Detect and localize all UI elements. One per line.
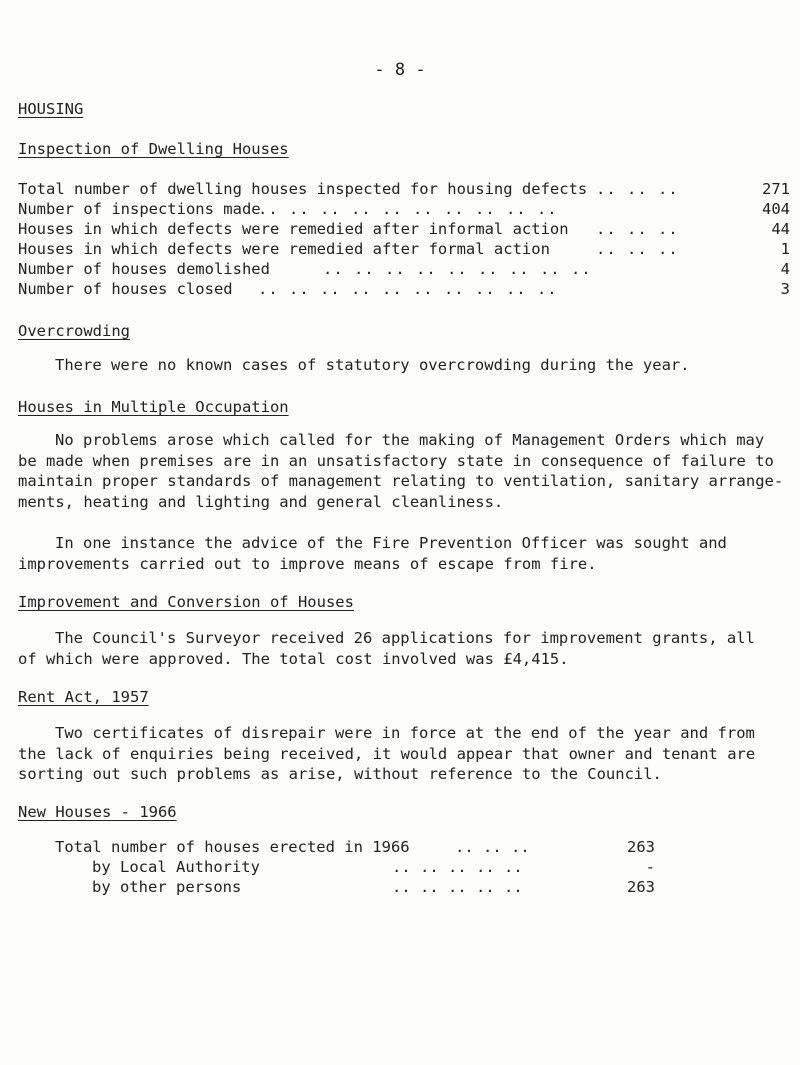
table-row: [55, 838, 655, 858]
row-value: 263: [627, 838, 655, 856]
row-value: -: [645, 858, 655, 876]
table-row: [18, 260, 790, 280]
rent-act-heading: Rent Act, 1957: [18, 688, 149, 706]
row-label: by other persons: [92, 878, 242, 896]
dot-leaders: .. .. ..: [596, 220, 679, 238]
multiple-occupation-para2: In one instance the advice of the Fire Prevention Officer was sought and improvements carried out to improve means of escape from fire.: [18, 534, 727, 573]
table-row: [92, 878, 655, 898]
row-value: 263: [627, 878, 655, 896]
overcrowding-text: There were no known cases of statutory overcrowding during the year.: [55, 356, 690, 374]
row-label: Houses in which defects were remedied after formal action: [18, 240, 550, 258]
multiple-occupation-para1: No problems arose which called for the making of Management Orders which may be made when premises are in an unsatisfactory state in consequence of failure to maintain proper standards of management relating to ventilation, sanitary arrange- ments, heating and lighting and general cleanliness.: [18, 431, 784, 511]
table-row: [18, 180, 790, 200]
page-number: - 8 -: [374, 60, 426, 80]
row-label: Number of inspections made: [18, 200, 261, 218]
table-row: [18, 220, 790, 240]
section-title: HOUSING: [18, 100, 84, 118]
rent-act-text: Two certificates of disrepair were in force at the end of the year and from the lack of enquiries being received, it would appear that owner and tenant are sorting out such problems as arise, without reference to the Council.: [18, 724, 756, 783]
new-houses-heading: New Houses - 1966: [18, 803, 177, 821]
improvement-text: The Council's Surveyor received 26 applications for improvement grants, all of which were approved. The total cost involved was £4,415.: [18, 629, 755, 668]
table-row: [18, 280, 790, 300]
row-value: 271: [762, 180, 790, 198]
dot-leaders: .. .. ..: [455, 838, 530, 856]
dot-leaders: .. .. .. .. ..: [392, 858, 523, 876]
row-value: 44: [771, 220, 790, 238]
dot-leaders: .. .. ..: [596, 180, 679, 198]
row-value: 3: [780, 280, 790, 298]
dot-leaders: .. .. .. .. .. .. .. .. .. ..: [258, 200, 558, 218]
dot-leaders: .. .. .. .. .. .. .. .. ..: [323, 260, 592, 278]
row-value: 4: [780, 260, 790, 278]
inspection-heading: Inspection of Dwelling Houses: [18, 140, 289, 158]
dot-leaders: .. .. .. .. .. .. .. .. .. ..: [258, 280, 558, 298]
table-row: [18, 240, 790, 260]
row-label: Houses in which defects were remedied after informal action: [18, 220, 569, 238]
improvement-heading: Improvement and Conversion of Houses: [18, 593, 354, 611]
row-value: 404: [762, 200, 790, 218]
row-label: by Local Authority: [92, 858, 260, 876]
multiple-occupation-heading: Houses in Multiple Occupation: [18, 398, 289, 416]
row-label: Total number of dwelling houses inspected for housing defects: [18, 180, 588, 198]
row-label: Total number of houses erected in 1966: [55, 838, 410, 856]
row-label: Number of houses closed: [18, 280, 233, 298]
dot-leaders: .. .. .. .. ..: [392, 878, 523, 896]
table-row: [92, 858, 655, 878]
dot-leaders: .. .. ..: [596, 240, 679, 258]
row-label: Number of houses demolished: [18, 260, 270, 278]
table-row: [18, 200, 790, 220]
row-value: 1: [780, 240, 790, 258]
overcrowding-heading: Overcrowding: [18, 322, 130, 340]
